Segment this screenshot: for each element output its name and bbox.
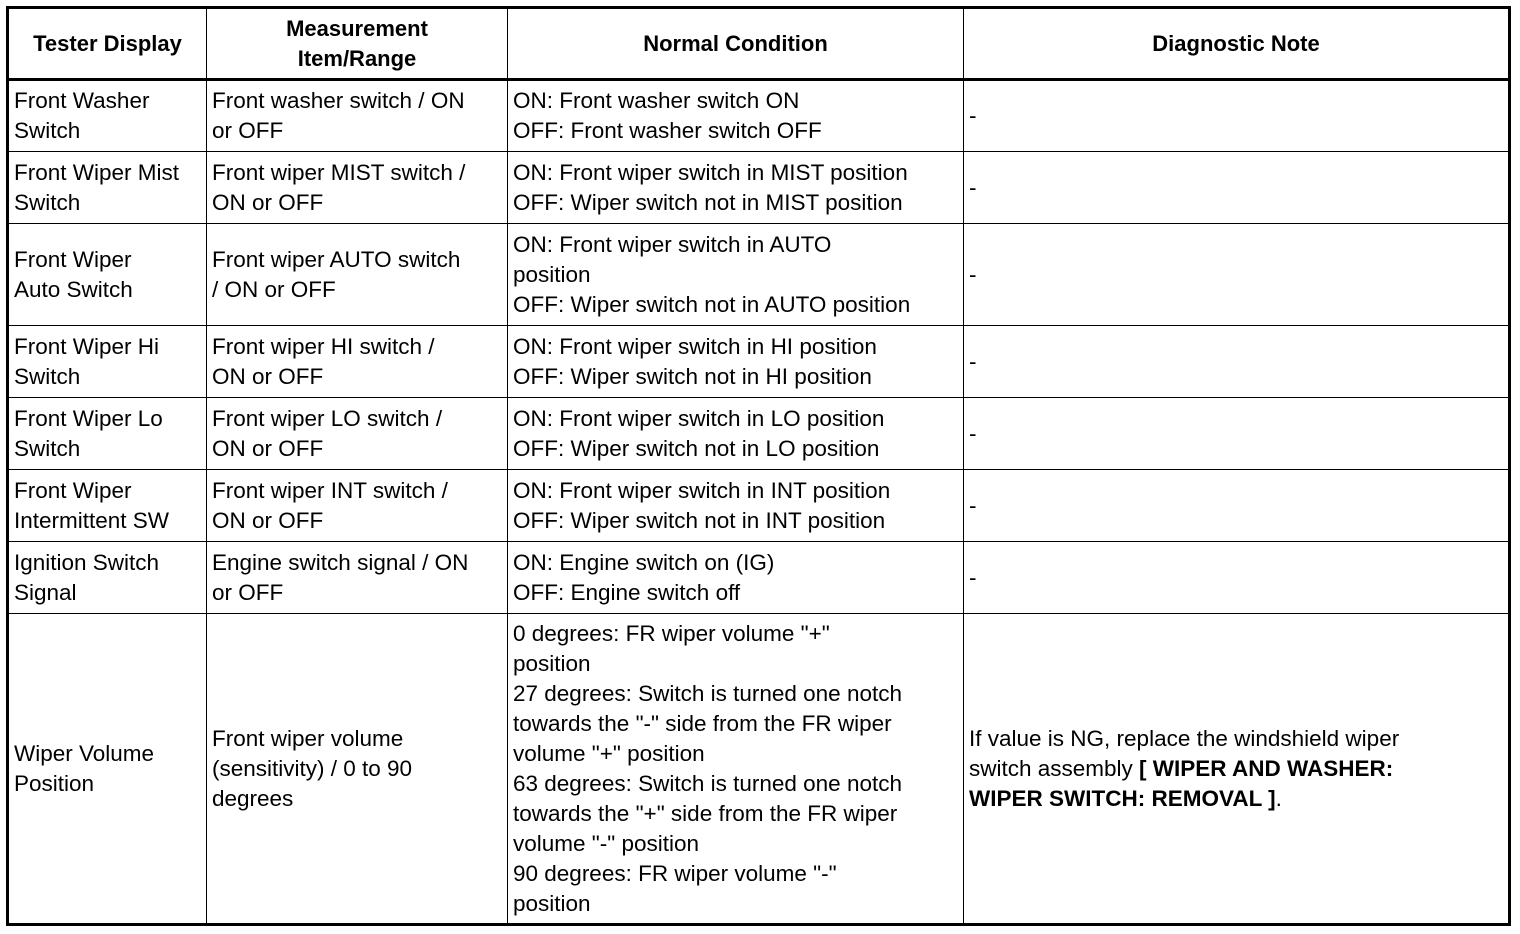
measurement-cell: Front wiper volume (sensitivity) / 0 to 90 degrees: [207, 614, 508, 925]
wiper-switch-data-table: [6, 6, 1511, 926]
tester-display-cell: Front Wiper Mist Switch: [8, 152, 207, 224]
table-row: [8, 470, 1510, 542]
header-tester-display: Tester Display: [8, 8, 207, 80]
table-row: [8, 614, 1510, 925]
repair-reference-link[interactable]: [ WIPER AND WASHER:: [1139, 755, 1394, 781]
normal-condition-cell: ON: Engine switch on (IG) OFF: Engine switch off: [508, 542, 964, 614]
tester-display-cell: Front Wiper Intermittent SW: [8, 470, 207, 542]
header-row: [8, 8, 1510, 80]
diagnostic-note-cell: -: [964, 152, 1510, 224]
measurement-cell: Engine switch signal / ON or OFF: [207, 542, 508, 614]
diagnostic-note-cell: If value is NG, replace the windshield wiper switch assembly [ WIPER AND WASHER: WIPER SWITCH: REMOVAL ].: [964, 614, 1510, 925]
diagnostic-note-cell: -: [964, 80, 1510, 152]
header-diagnostic-note: Diagnostic Note: [964, 8, 1510, 80]
tester-display-cell: Front Wiper Lo Switch: [8, 398, 207, 470]
diagnostic-note-cell: -: [964, 470, 1510, 542]
normal-condition-cell: ON: Front wiper switch in MIST position OFF: Wiper switch not in MIST position: [508, 152, 964, 224]
table-row: [8, 80, 1510, 152]
normal-condition-cell: ON: Front wiper switch in LO position OFF: Wiper switch not in LO position: [508, 398, 964, 470]
table-row: [8, 398, 1510, 470]
table-row: [8, 224, 1510, 326]
repair-reference-link[interactable]: WIPER SWITCH: REMOVAL ]: [969, 785, 1276, 811]
header-normal-condition: Normal Condition: [508, 8, 964, 80]
tester-display-cell: Ignition Switch Signal: [8, 542, 207, 614]
tester-display-cell: Front Washer Switch: [8, 80, 207, 152]
measurement-cell: Front wiper LO switch / ON or OFF: [207, 398, 508, 470]
normal-condition-cell: ON: Front wiper switch in INT position OFF: Wiper switch not in INT position: [508, 470, 964, 542]
measurement-cell: Front washer switch / ON or OFF: [207, 80, 508, 152]
tester-display-cell: Front Wiper Auto Switch: [8, 224, 207, 326]
diagnostic-note-cell: -: [964, 398, 1510, 470]
measurement-cell: Front wiper HI switch / ON or OFF: [207, 326, 508, 398]
table-row: [8, 326, 1510, 398]
normal-condition-cell: ON: Front wiper switch in HI position OFF: Wiper switch not in HI position: [508, 326, 964, 398]
measurement-cell: Front wiper INT switch / ON or OFF: [207, 470, 508, 542]
tester-display-cell: Front Wiper Hi Switch: [8, 326, 207, 398]
normal-condition-cell: ON: Front washer switch ON OFF: Front washer switch OFF: [508, 80, 964, 152]
measurement-cell: Front wiper MIST switch / ON or OFF: [207, 152, 508, 224]
table-row: [8, 152, 1510, 224]
table-row: [8, 542, 1510, 614]
normal-condition-cell: ON: Front wiper switch in AUTO position OFF: Wiper switch not in AUTO position: [508, 224, 964, 326]
normal-condition-cell: 0 degrees: FR wiper volume "+" position 27 degrees: Switch is turned one notch towards the "-" side from the FR wiper volume "+" position 63 degrees: Switch is turned one notch towards the "+" side from the FR wiper volume "-" position 90 degrees: FR wiper volume "-" position: [508, 614, 964, 925]
diagnostic-note-cell: -: [964, 542, 1510, 614]
tester-display-cell: Wiper Volume Position: [8, 614, 207, 925]
diagnostic-note-cell: -: [964, 326, 1510, 398]
diagnostic-note-cell: -: [964, 224, 1510, 326]
measurement-cell: Front wiper AUTO switch / ON or OFF: [207, 224, 508, 326]
header-measurement-item-range: Measurement Item/Range: [207, 8, 508, 80]
